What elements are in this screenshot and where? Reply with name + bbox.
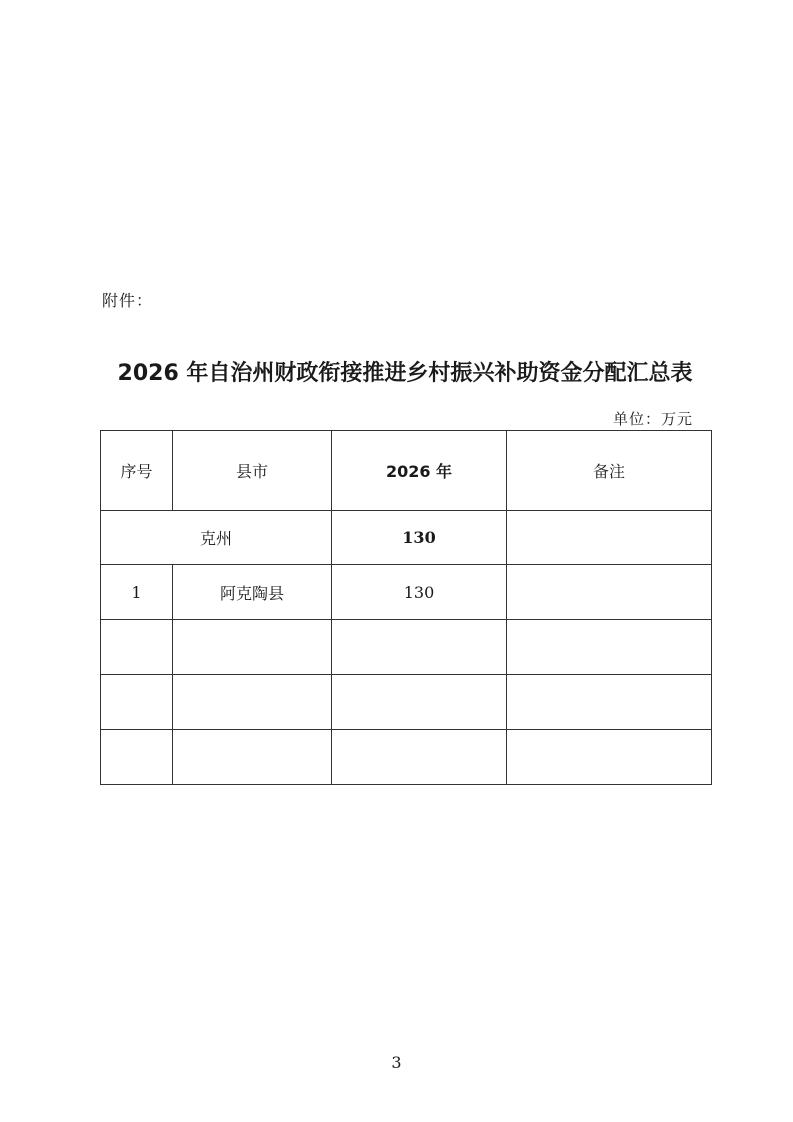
document-title: 2026 年自治州财政衔接推进乡村振兴补助资金分配汇总表 bbox=[117, 361, 693, 386]
page-number: 3 bbox=[391, 1053, 402, 1072]
row-index bbox=[101, 620, 173, 675]
unit-label: 单位：万元 bbox=[612, 410, 693, 428]
row-remarks bbox=[507, 565, 712, 620]
header-year: 2026 年 bbox=[332, 431, 507, 511]
row-amount: 130 bbox=[332, 565, 507, 620]
row-remarks bbox=[507, 730, 712, 785]
row-amount bbox=[332, 675, 507, 730]
attachment-label: 附件： bbox=[102, 291, 154, 310]
row-county bbox=[173, 730, 332, 785]
total-label: 克州 bbox=[101, 511, 332, 565]
row-remarks bbox=[507, 675, 712, 730]
table-row bbox=[101, 565, 712, 620]
table-row bbox=[101, 730, 712, 785]
table-row bbox=[101, 620, 712, 675]
row-remarks bbox=[507, 620, 712, 675]
row-index bbox=[101, 675, 173, 730]
row-index: 1 bbox=[101, 565, 173, 620]
total-remarks bbox=[507, 511, 712, 565]
header-index: 序号 bbox=[101, 431, 173, 511]
row-index bbox=[101, 730, 173, 785]
row-amount bbox=[332, 730, 507, 785]
row-county bbox=[173, 620, 332, 675]
allocation-summary-table bbox=[100, 430, 712, 785]
header-county: 县市 bbox=[173, 431, 332, 511]
row-amount bbox=[332, 620, 507, 675]
row-county bbox=[173, 675, 332, 730]
table-total-row bbox=[101, 511, 712, 565]
table-header-row bbox=[101, 431, 712, 511]
header-remarks: 备注 bbox=[507, 431, 712, 511]
table-row bbox=[101, 675, 712, 730]
total-amount: 130 bbox=[332, 511, 507, 565]
row-county: 阿克陶县 bbox=[173, 565, 332, 620]
